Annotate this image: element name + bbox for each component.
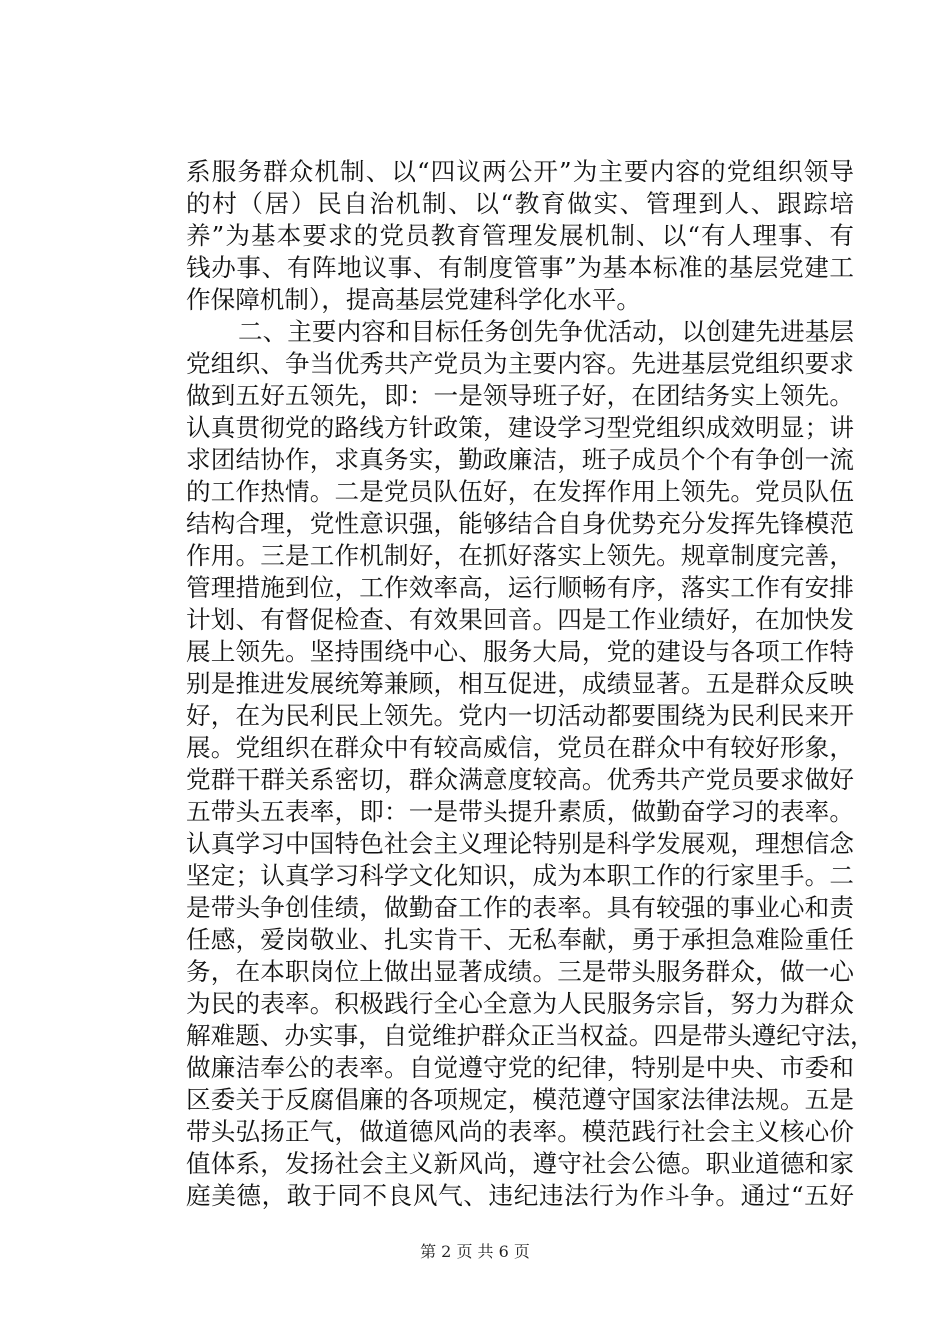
text-line: 作保障机制），提高基层党建科学化水平。 — [186, 285, 641, 314]
text-line: 展上领先。坚持围绕中心、服务大局，党的建设与各项工作特 — [186, 637, 854, 666]
text-line: 系服务群众机制、以“四议两公开”为主要内容的党组织领导 — [186, 157, 854, 186]
text-line: 党组织、争当优秀共产党员为主要内容。先进基层党组织要求 — [186, 349, 854, 378]
text-line: 别是推进发展统筹兼顾，相互促进，成绩显著。五是群众反映 — [186, 669, 854, 698]
text-line: 的工作热情。二是党员队伍好，在发挥作用上领先。党员队伍 — [186, 477, 854, 506]
text-line: 展。党组织在群众中有较高威信，党员在群众中有较好形象， — [186, 733, 854, 762]
text-line: 值体系，发扬社会主义新风尚，遵守社会公德。职业道德和家 — [186, 1149, 854, 1178]
text-line: 作用。三是工作机制好，在抓好落实上领先。规章制度完善， — [186, 541, 854, 570]
text-line: 任感，爱岗敬业、扎实肯干、无私奉献，勇于承担急难险重任 — [186, 925, 854, 954]
text-line: 庭美德，敢于同不良风气、违纪违法行为作斗争。通过“五好 — [186, 1181, 854, 1210]
text-line: 是带头争创佳绩，做勤奋工作的表率。具有较强的事业心和责 — [186, 893, 854, 922]
text-line: 区委关于反腐倡廉的各项规定，模范遵守国家法律法规。五是 — [186, 1085, 854, 1114]
document-body — [186, 156, 875, 1212]
text-line: 务，在本职岗位上做出显著成绩。三是带头服务群众，做一心 — [186, 957, 854, 986]
text-line: 求团结协作，求真务实，勤政廉洁，班子成员个个有争创一流 — [186, 445, 854, 474]
text-line: 管理措施到位，工作效率高，运行顺畅有序，落实工作有安排 — [186, 573, 854, 602]
text-line: 解难题、办实事，自觉维护群众正当权益。四是带头遵纪守法， — [186, 1021, 875, 1050]
text-line: 做到五好五领先，即：一是领导班子好，在团结务实上领先。 — [186, 381, 854, 410]
paragraph-first-line: 二、主要内容和目标任务创先争优活动，以创建先进基层 — [238, 317, 854, 346]
text-line: 带头弘扬正气，做道德风尚的表率。模范践行社会主义核心价 — [186, 1117, 854, 1146]
text-line: 坚定；认真学习科学文化知识，成为本职工作的行家里手。二 — [186, 861, 854, 890]
text-line: 为民的表率。积极践行全心全意为人民服务宗旨，努力为群众 — [186, 989, 854, 1018]
text-line: 好，在为民利民上领先。党内一切活动都要围绕为民利民来开 — [186, 701, 854, 730]
text-line: 认真学习中国特色社会主义理论特别是科学发展观，理想信念 — [186, 829, 854, 858]
text-line: 做廉洁奉公的表率。自觉遵守党的纪律，特别是中央、市委和 — [186, 1053, 854, 1082]
text-line: 认真贯彻党的路线方针政策，建设学习型党组织成效明显；讲 — [186, 413, 854, 442]
text-line: 党群干群关系密切，群众满意度较高。优秀共产党员要求做好 — [186, 765, 854, 794]
text-line: 养”为基本要求的党员教育管理发展机制、以“有人理事、有 — [186, 221, 854, 250]
text-line: 计划、有督促检查、有效果回音。四是工作业绩好，在加快发 — [186, 605, 854, 634]
text-line: 五带头五表率，即：一是带头提升素质，做勤奋学习的表率。 — [186, 797, 854, 826]
text-line: 钱办事、有阵地议事、有制度管事”为基本标准的基层党建工 — [186, 253, 854, 282]
text-line: 结构合理，党性意识强，能够结合自身优势充分发挥先锋模范 — [186, 509, 854, 538]
page-number-footer: 第 2 页 共 6 页 — [420, 1242, 530, 1261]
text-line: 的村（居）民自治机制、以“教育做实、管理到人、跟踪培 — [186, 189, 854, 218]
